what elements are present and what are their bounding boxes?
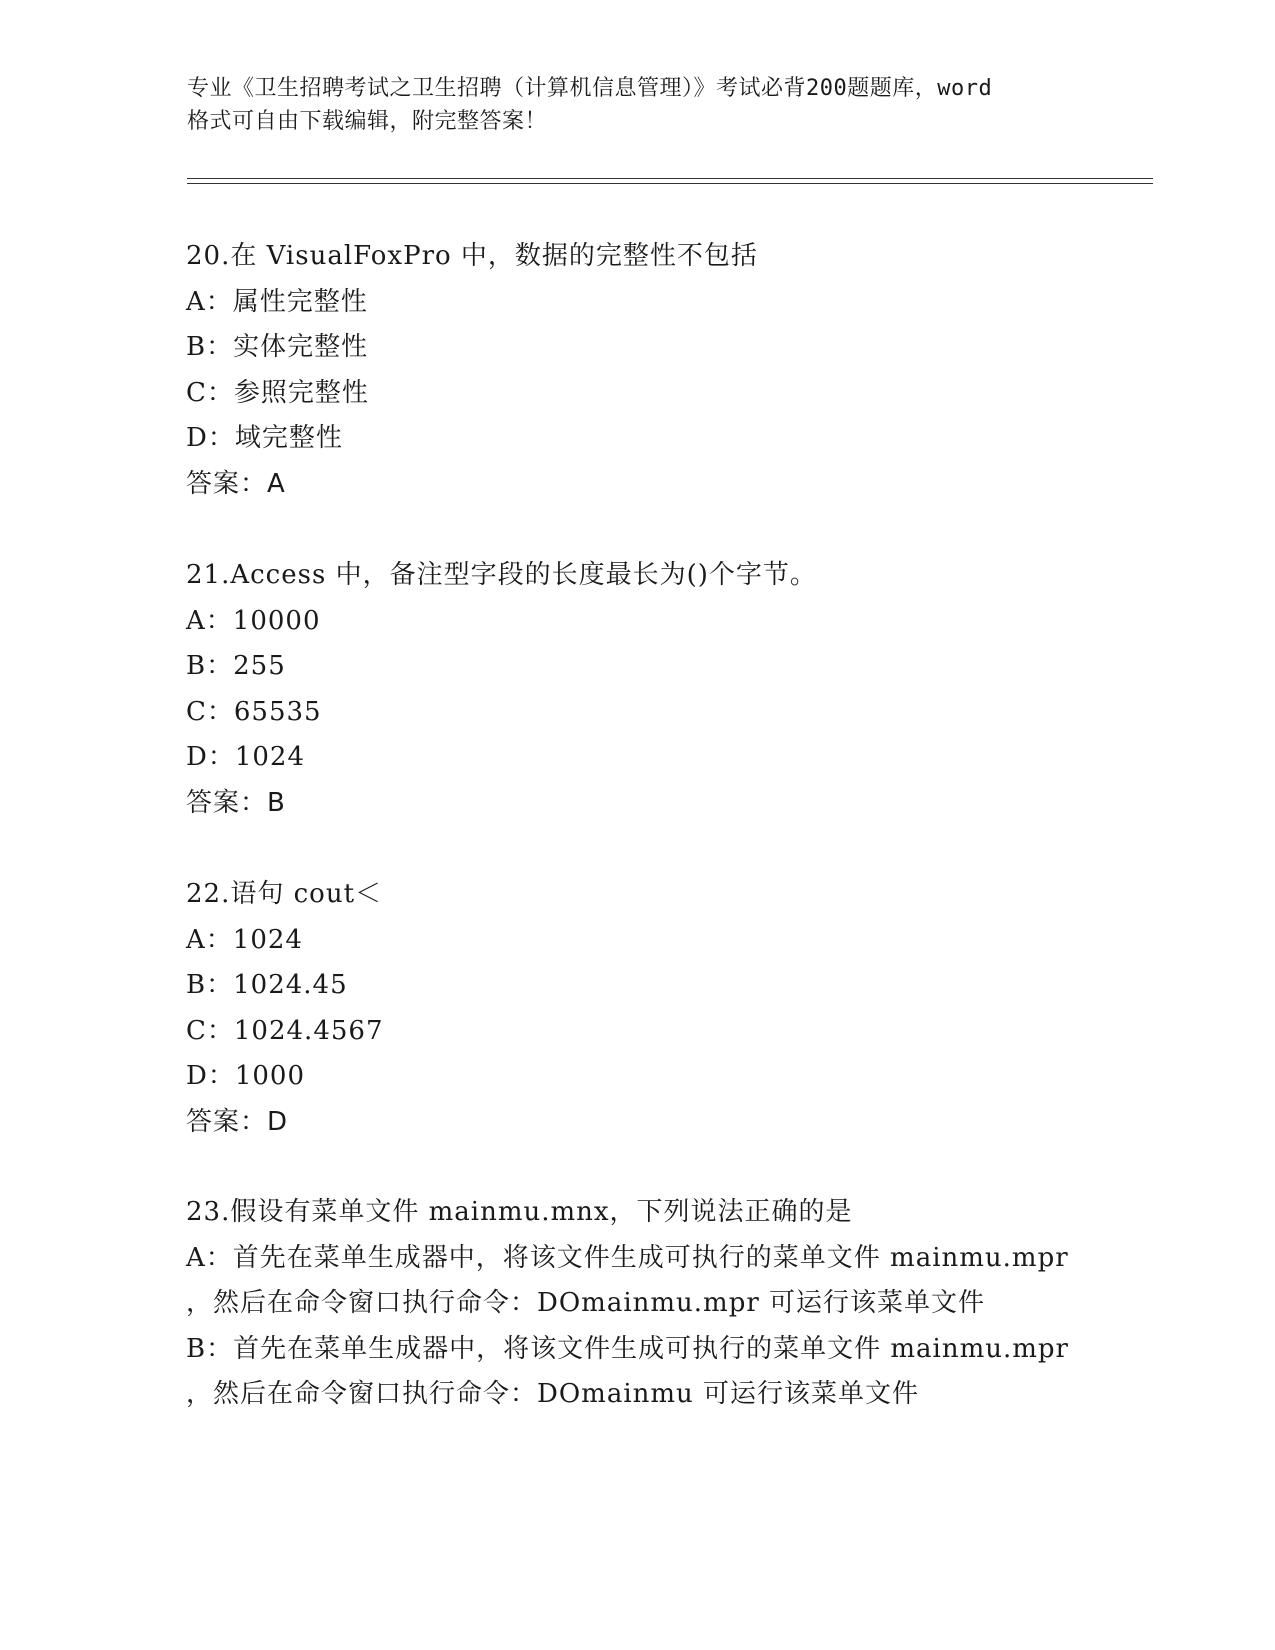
option-b: B：实体完整性 [186,332,369,362]
option-c: C：参照完整性 [186,377,369,408]
header-divider-top [187,178,1153,179]
option-a: A：10000 [186,605,321,636]
option-c: C：1024.4567 [186,1015,384,1046]
option-b-continuation: ，然后在命令窗口执行命令：DOmainmu 可运行该菜单文件 [186,1379,920,1409]
option-d: D：域完整性 [186,423,343,453]
answer-line: 答案：D [186,1106,289,1137]
answer-line: 答案：A [186,468,286,499]
question-21 [186,553,1186,826]
option-b: B：1024.45 [186,970,348,1000]
answer-line: 答案：B [186,787,286,818]
option-a: A：属性完整性 [186,286,368,317]
option-a: A：首先在菜单生成器中，将该文件生成可执行的菜单文件 mainmu.mpr [186,1242,1069,1273]
option-a-continuation: ，然后在命令窗口执行命令：DOmainmu.mpr 可运行该菜单文件 [186,1288,986,1318]
question-stem: 22.语句 cout＜ [186,879,383,909]
question-stem: 21.Access 中，备注型字段的长度最长为()个字节。 [186,560,817,590]
question-22 [186,872,1186,1145]
question-stem: 20.在 VisualFoxPro 中，数据的完整性不包括 [186,241,758,271]
question-20 [186,234,1186,507]
option-c: C：65535 [186,696,322,727]
option-d: D：1000 [186,1061,306,1091]
document-header [187,72,1087,138]
question-stem: 23.假设有菜单文件 mainmu.mnx，下列说法正确的是 [186,1197,853,1227]
option-d: D：1024 [186,742,306,772]
question-23 [186,1190,1186,1418]
option-a: A：1024 [186,924,303,955]
option-b: B：255 [186,651,286,681]
header-line-2: 格式可自由下载编辑，附完整答案！ [187,109,548,134]
option-b: B：首先在菜单生成器中，将该文件生成可执行的菜单文件 mainmu.mpr [186,1333,1069,1364]
header-line-1: 专业《卫生招聘考试之卫生招聘（计算机信息管理）》考试必背200题题库，word [187,76,993,101]
header-divider-bottom [187,183,1153,184]
